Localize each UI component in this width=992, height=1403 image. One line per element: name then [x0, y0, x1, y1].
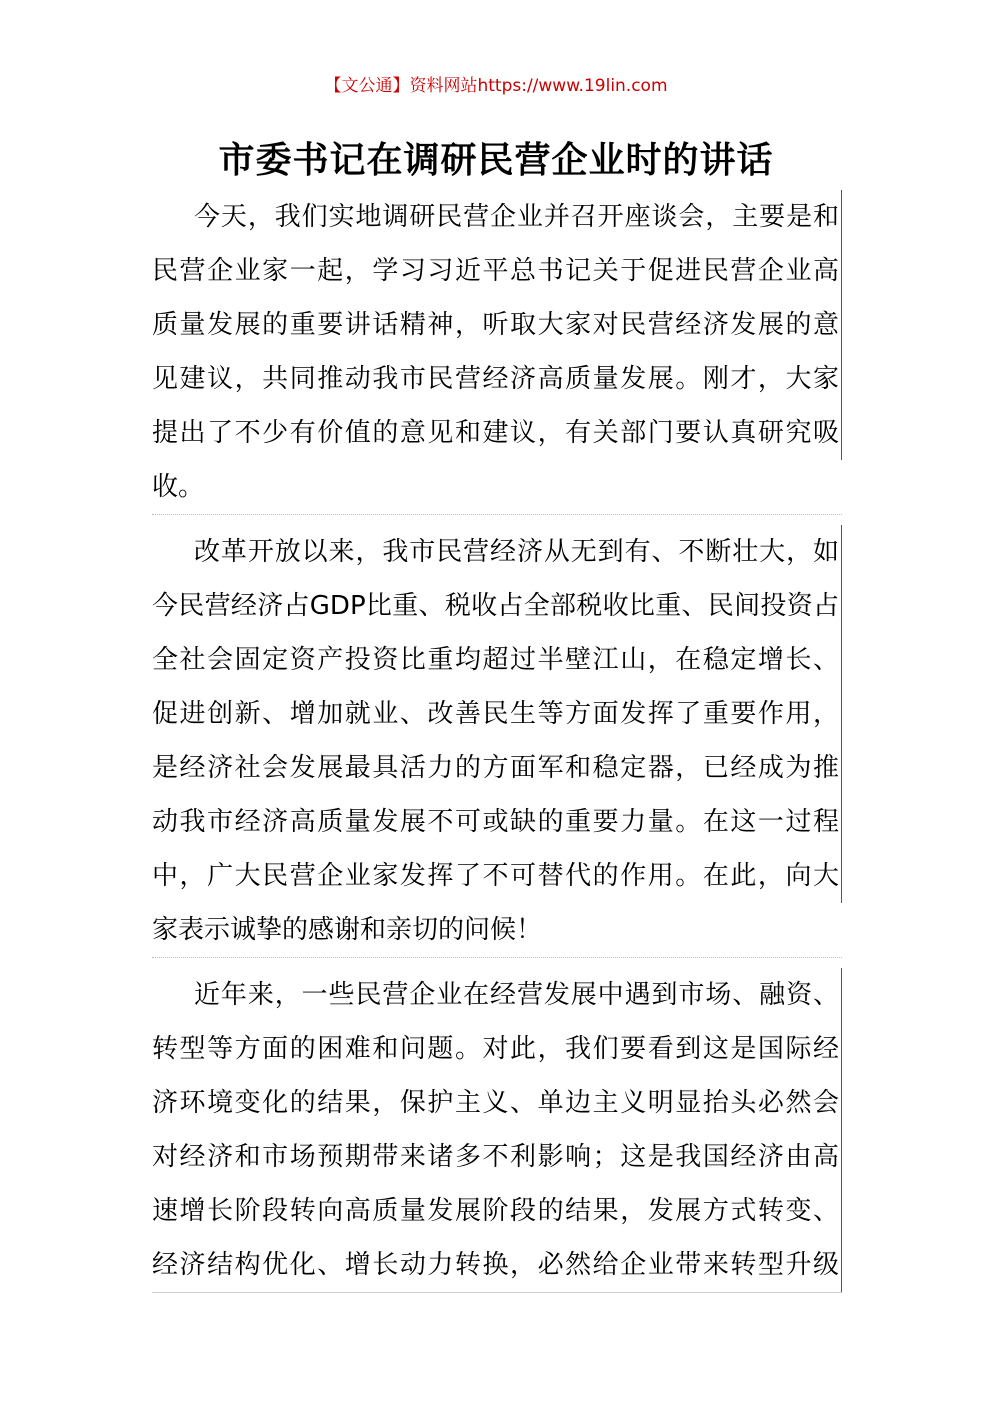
text-line: 提出了不少有价值的意见和建议，有关部门要认真研究吸: [152, 406, 842, 460]
text-line: 改革开放以来，我市民营经济从无到有、不断壮大，如: [152, 525, 842, 579]
text-line: 动我市经济高质量发展不可或缺的重要力量。在这一过程: [152, 795, 842, 849]
text-line: 今民营经济占GDP比重、税收占全部税收比重、民间投资占: [152, 579, 842, 633]
text-line: 转型等方面的困难和问题。对此，我们要看到这是国际经: [152, 1022, 842, 1076]
paragraph-1: [152, 190, 842, 515]
text-line: 对经济和市场预期带来诸多不利影响；这是我国经济由高: [152, 1130, 842, 1184]
document-title: 市委书记在调研民营企业时的讲话: [218, 140, 774, 181]
text-line: 民营企业家一起，学习习近平总书记关于促进民营企业高: [152, 244, 842, 298]
paragraph-3: [152, 968, 842, 1293]
paragraph-2: [152, 525, 842, 958]
text-line: 中，广大民营企业家发挥了不可替代的作用。在此，向大: [152, 849, 842, 903]
text-line: 收。: [152, 472, 205, 502]
text-line: 促进创新、增加就业、改善民生等方面发挥了重要作用，: [152, 687, 842, 741]
site-brand-link[interactable]: 【文公通】资料网站https://www.19lin.com: [324, 76, 668, 96]
document-body: [152, 190, 842, 1303]
text-line: 今天，我们实地调研民营企业并召开座谈会，主要是和: [152, 190, 842, 244]
text-line: 质量发展的重要讲话精神，听取大家对民营经济发展的意: [152, 298, 842, 352]
text-line: 速增长阶段转向高质量发展阶段的结果，发展方式转变、: [152, 1184, 842, 1238]
text-line: 济环境变化的结果，保护主义、单边主义明显抬头必然会: [152, 1076, 842, 1130]
text-line: 是经济社会发展最具活力的方面军和稳定器，已经成为推: [152, 741, 842, 795]
text-line: 全社会固定资产投资比重均超过半壁江山，在稳定增长、: [152, 633, 842, 687]
text-line: 见建议，共同推动我市民营经济高质量发展。刚才，大家: [152, 352, 842, 406]
text-line: 近年来，一些民营企业在经营发展中遇到市场、融资、: [152, 968, 842, 1022]
text-line: 经济结构优化、增长动力转换，必然给企业带来转型升级: [152, 1238, 842, 1292]
text-line: 家表示诚挚的感谢和亲切的问候！: [152, 915, 543, 945]
